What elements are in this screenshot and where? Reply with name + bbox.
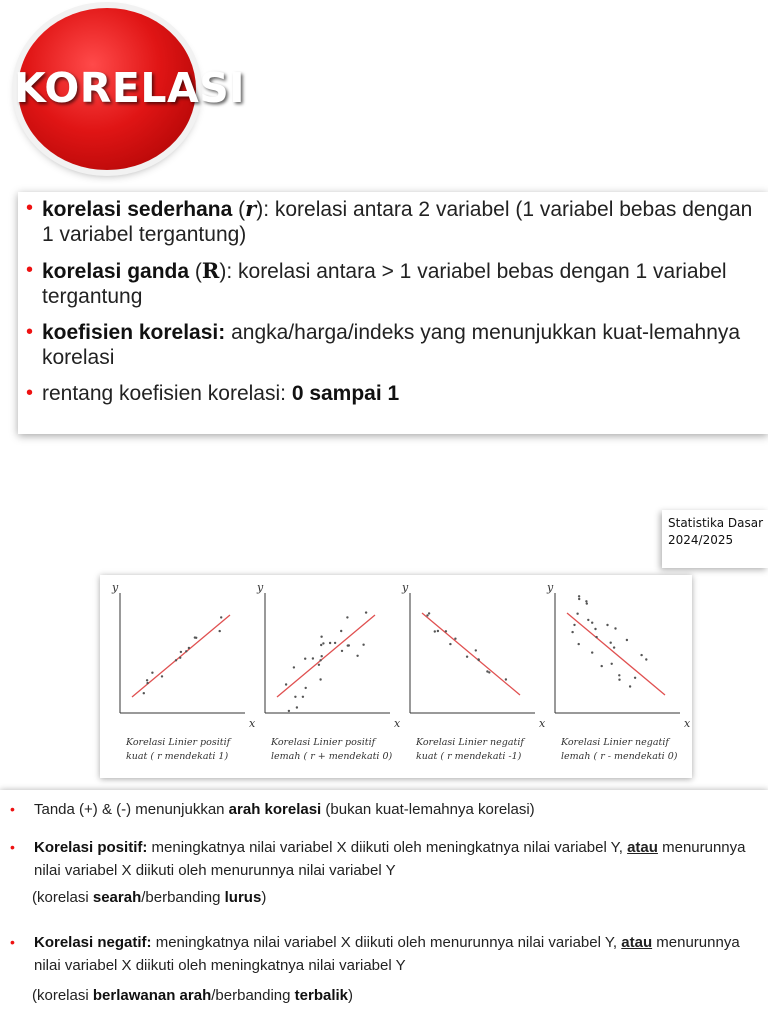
definition-item: • korelasi sederhana (r): korelasi antara 2 variabel (1 variabel bebas dengan 1 variabel tergantung): [26, 196, 753, 246]
data-point: [426, 614, 428, 616]
x-axis-label: x: [394, 717, 401, 730]
data-point: [571, 631, 573, 633]
bullet-icon: •: [26, 197, 34, 219]
panel-caption: kuat ( r mendekati -1): [416, 751, 522, 762]
trend-line: [567, 613, 665, 695]
data-point: [312, 657, 314, 659]
data-point: [188, 647, 190, 649]
data-point: [629, 685, 631, 687]
bullet-icon: •: [10, 934, 15, 950]
data-point: [445, 630, 447, 632]
data-point: [302, 696, 304, 698]
trend-line: [132, 615, 230, 697]
data-point: [362, 644, 364, 646]
data-point: [594, 628, 596, 630]
correlation-scatter-panels: [100, 575, 692, 778]
y-axis-label: y: [402, 581, 409, 594]
bullet-icon: •: [26, 382, 34, 404]
trend-line: [422, 613, 520, 695]
data-point: [285, 683, 287, 685]
data-point: [365, 611, 367, 613]
panel-caption: lemah ( r - mendekati 0): [561, 751, 678, 762]
data-point: [585, 600, 587, 602]
definition-item: • koefisien korelasi: angka/harga/indeks yang menunjukkan kuat-lemahnya korelasi: [26, 321, 741, 369]
bullet-icon: •: [10, 839, 15, 855]
data-point: [346, 616, 348, 618]
data-point: [143, 692, 145, 694]
data-point: [320, 644, 322, 646]
data-point: [175, 659, 177, 661]
data-point: [613, 646, 615, 648]
data-point: [611, 663, 613, 665]
data-point: [220, 616, 222, 618]
data-point: [618, 674, 620, 676]
bullet-icon: •: [26, 259, 34, 281]
x-axis-label: x: [684, 717, 691, 730]
data-point: [179, 657, 181, 659]
definition-item: • rentang koefisien korelasi: 0 sampai 1: [26, 382, 400, 405]
y-axis-label: y: [257, 581, 264, 594]
data-point: [505, 678, 507, 680]
panel-caption: Korelasi Linier positif: [271, 737, 376, 748]
data-point: [161, 675, 163, 677]
panel-caption: Korelasi Linier negatif: [416, 737, 524, 748]
correlation-figure: [100, 575, 692, 778]
data-point: [645, 658, 647, 660]
data-point: [293, 666, 295, 668]
data-point: [319, 678, 321, 680]
page-title: KORELASI: [14, 64, 246, 112]
note-item: • Korelasi positif: meningkatnya nilai variabel X diikuti oleh meningkatnya nilai variabel Y, atau menurunnya nilai variabel X diikuti oleh menurunnya nilai variabel Y: [10, 836, 750, 882]
data-point: [454, 638, 456, 640]
data-point: [640, 654, 642, 656]
y-axis-label: y: [112, 581, 119, 594]
trend-line: [277, 615, 375, 697]
definitions-panel: [18, 192, 768, 434]
data-point: [319, 659, 321, 661]
data-point: [304, 658, 306, 660]
definition-item: • korelasi ganda (R): korelasi antara > 1 variabel bebas dengan 1 variabel tergantung: [26, 258, 727, 308]
data-point: [305, 687, 307, 689]
bullet-icon: •: [26, 321, 34, 343]
x-axis-label: x: [249, 717, 256, 730]
data-point: [320, 636, 322, 638]
data-point: [618, 679, 620, 681]
data-point: [475, 649, 477, 651]
data-point: [318, 664, 320, 666]
data-point: [334, 642, 336, 644]
data-point: [591, 651, 593, 653]
data-point: [296, 706, 298, 708]
data-point: [195, 637, 197, 639]
data-point: [341, 650, 343, 652]
data-point: [449, 643, 451, 645]
data-point: [610, 642, 612, 644]
note-detail: (korelasi searah/berbanding lurus): [32, 889, 267, 906]
data-point: [591, 622, 593, 624]
data-point: [573, 624, 575, 626]
panel-caption: Korelasi Linier positif: [126, 737, 231, 748]
panel-caption: kuat ( r mendekati 1): [126, 751, 229, 762]
data-point: [180, 651, 182, 653]
data-point: [428, 612, 430, 614]
data-point: [288, 710, 290, 712]
x-axis-label: x: [539, 717, 546, 730]
data-point: [634, 677, 636, 679]
course-label: Statistika Dasar 2024/2025: [662, 510, 768, 568]
y-axis-label: y: [547, 581, 554, 594]
data-point: [146, 679, 148, 681]
data-point: [146, 682, 148, 684]
data-point: [488, 671, 490, 673]
notes-panel: [0, 790, 768, 1024]
data-point: [614, 627, 616, 629]
data-point: [294, 696, 296, 698]
data-point: [185, 650, 187, 652]
data-point: [587, 619, 589, 621]
data-point: [586, 602, 588, 604]
data-point: [340, 630, 342, 632]
data-point: [434, 630, 436, 632]
data-point: [321, 655, 323, 657]
data-point: [626, 639, 628, 641]
note-item: • Tanda (+) & (-) menunjukkan arah korelasi (bukan kuat-lemahnya korelasi): [10, 798, 750, 821]
data-point: [437, 630, 439, 632]
data-point: [322, 642, 324, 644]
panel-caption: Korelasi Linier negatif: [561, 737, 669, 748]
data-point: [466, 656, 468, 658]
panel-caption: lemah ( r + mendekati 0): [271, 751, 393, 762]
data-point: [151, 672, 153, 674]
data-point: [356, 655, 358, 657]
data-point: [595, 636, 597, 638]
data-point: [606, 624, 608, 626]
data-point: [578, 643, 580, 645]
note-detail: (korelasi berlawanan arah/berbanding terbalik): [32, 987, 354, 1004]
data-point: [347, 644, 349, 646]
data-point: [576, 613, 578, 615]
data-point: [329, 642, 331, 644]
bullet-icon: •: [10, 801, 15, 817]
data-point: [478, 659, 480, 661]
data-point: [219, 630, 221, 632]
data-point: [601, 665, 603, 667]
data-point: [578, 598, 580, 600]
note-item: • Korelasi negatif: meningkatnya nilai variabel X diikuti oleh menurunnya nilai variabel Y, atau menurunnya nilai variabel X diikuti oleh meningkatnya nilai variabel Y: [10, 931, 750, 977]
data-point: [578, 595, 580, 597]
